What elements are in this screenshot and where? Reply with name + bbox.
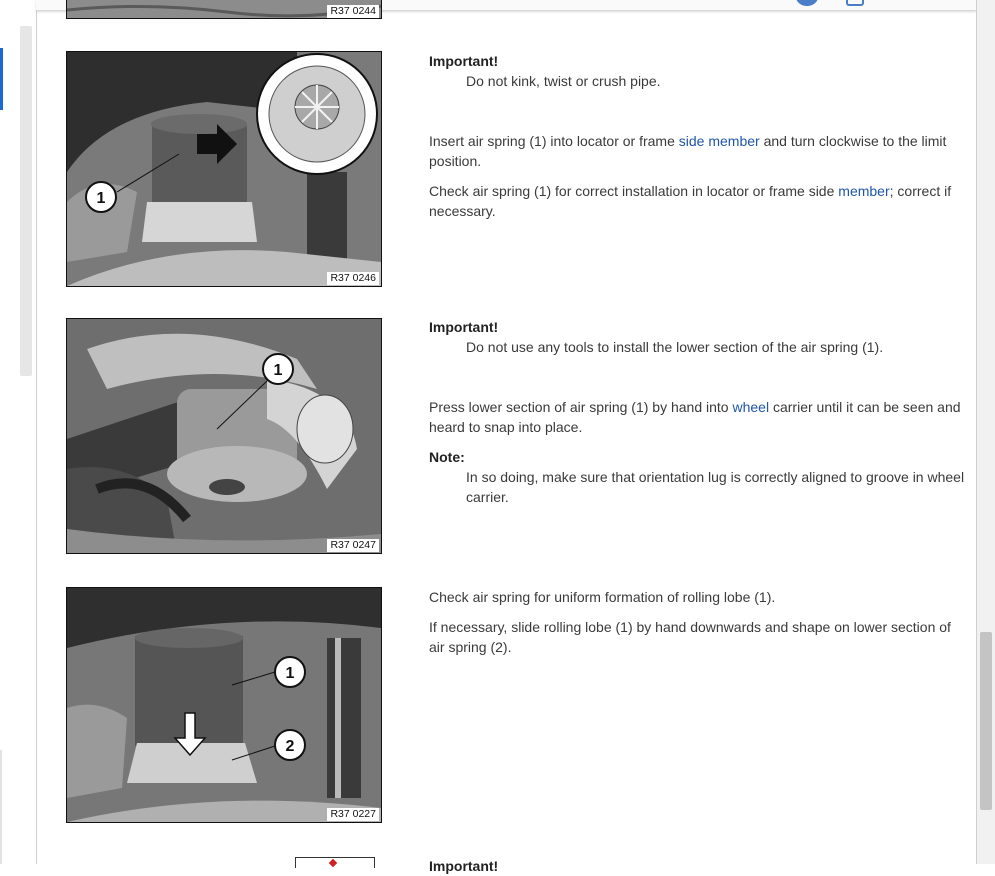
user-avatar-icon[interactable]	[796, 0, 818, 6]
bookmark-icon[interactable]	[846, 0, 864, 6]
text-segment: Insert air spring (1) into locator or frame	[429, 133, 679, 149]
instruction-block-1	[429, 51, 969, 221]
figure-r37-0247	[66, 318, 382, 554]
right-scrollbar-thumb[interactable]	[980, 632, 992, 810]
text-segment: Check air spring (1) for correct installation in locator or frame side	[429, 183, 839, 199]
text-segment: Press lower section of air spring (1) by hand into	[429, 399, 733, 415]
figure-code: R37 0247	[327, 539, 379, 552]
figure-code: R37 0227	[327, 808, 379, 821]
callout-number: 1	[285, 665, 295, 682]
instruction-paragraph	[429, 181, 969, 221]
link-wheel[interactable]: wheel	[732, 399, 770, 415]
callout-number: 1	[96, 190, 106, 207]
figure-r37-0246	[66, 51, 382, 287]
link-member[interactable]: member	[838, 183, 890, 199]
note-text: In so doing, make sure that orientation lug is correctly aligned to groove in wheel carrier.	[466, 469, 965, 505]
instruction-block-2	[429, 317, 969, 507]
callout-number: 1	[273, 362, 283, 379]
instruction-paragraph	[429, 397, 969, 437]
instruction-paragraph: Check air spring for uniform formation of rolling lobe (1).	[429, 589, 776, 605]
left-nav-accent[interactable]	[0, 48, 3, 110]
figure-photo	[67, 588, 381, 822]
note-label: Note:	[429, 449, 465, 465]
figure-r37-0227	[66, 587, 382, 823]
callout-number: 2	[285, 738, 295, 755]
warning-icon	[295, 857, 375, 868]
figure-photo	[67, 52, 381, 286]
link-side-member[interactable]: side member	[678, 133, 760, 149]
figure-code: R37 0244	[327, 5, 379, 18]
left-divider	[0, 750, 2, 864]
important-label: Important!	[429, 53, 499, 69]
figure-r37-0244	[66, 0, 382, 19]
figure-code: R37 0246	[327, 272, 379, 285]
left-scrollbar[interactable]	[20, 26, 32, 376]
text-segment: and turn clockwise to the limit position.	[429, 133, 947, 169]
instruction-paragraph: If necessary, slide rolling lobe (1) by hand downwards and shape on lower section of air spring (2).	[429, 619, 951, 655]
important-label: Important!	[429, 319, 499, 335]
text-segment: carrier until it can be seen and heard to snap into place.	[429, 399, 961, 435]
figure-photo	[67, 319, 381, 553]
important-text: Do not use any tools to install the lower section of the air spring (1).	[466, 339, 884, 355]
important-label: Important!	[429, 858, 499, 874]
important-text: Do not kink, twist or crush pipe.	[466, 73, 661, 89]
instruction-paragraph	[429, 131, 969, 171]
instruction-block-3	[429, 587, 969, 657]
text-segment: ; correct if necessary.	[429, 183, 952, 219]
